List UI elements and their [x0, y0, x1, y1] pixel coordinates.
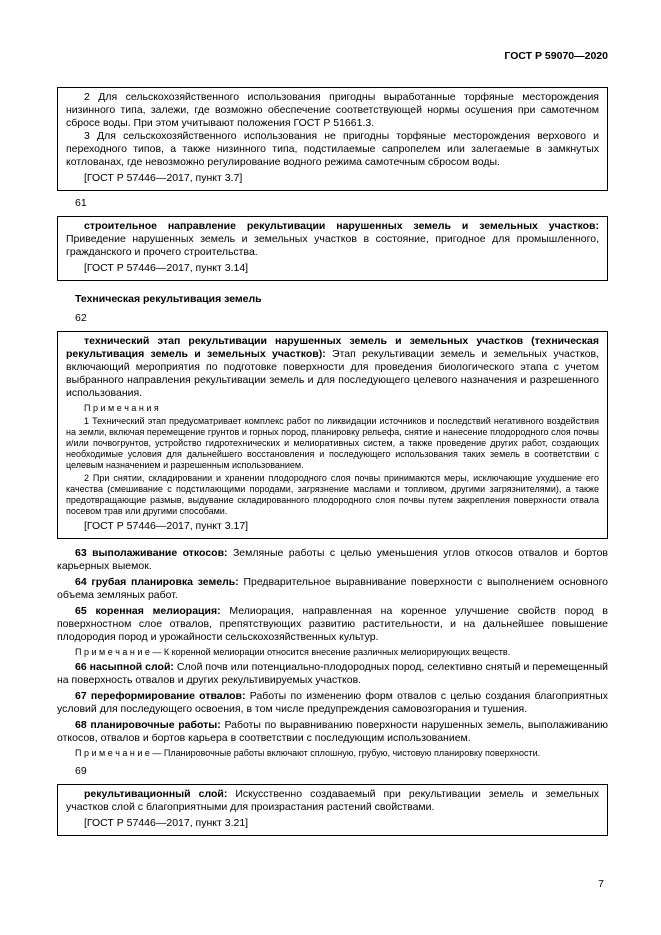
- term-66-definition: Слой почв или потенциально-плодородных пород, селективно снятый и перемещенный на поверхность отвалов и других рекультивируемых участков.: [57, 661, 608, 686]
- term-entry-66: [57, 661, 608, 687]
- term-68-definition: Работы по выравниванию поверхности нарушенных земель, выполаживанию откосов, отвалов и бортов карьера в соответствии с последующим использованием.: [57, 719, 609, 744]
- term-entry-64: [57, 576, 608, 602]
- entry62-note-2: 2 При снятии, складировании и хранении плодородного слоя почвы принимаются меры, исключающие ухудшение его качества (смешивание с подстилающими породами, загрязнение маслами и топливом, другими загрязнителями), а также предотвращающие размыв, выдувание складированного плодородного слоя почвы путем закрепления поверхности отвала посевом трав или другими способами.: [66, 473, 599, 516]
- term-67-lead: 67 переформирование отвалов:: [75, 690, 246, 702]
- framed-entry-69: [57, 784, 608, 836]
- entry62-paragraph: [66, 335, 599, 400]
- term-entry-63: [57, 547, 608, 573]
- term-68-lead: 68 планировочные работы:: [75, 719, 221, 731]
- section-heading: Техническая рекультивация земель: [75, 293, 262, 305]
- doc-code: ГОСТ Р 59070—2020: [504, 50, 608, 62]
- entry61-paragraph: [66, 220, 599, 259]
- entry62-number: 62: [75, 312, 87, 324]
- term-entry-68: [57, 719, 608, 745]
- term-63-lead: 63 выполаживание откосов:: [75, 547, 228, 559]
- framed-entry-61: [57, 216, 608, 281]
- term-64-definition: Предварительное выравнивание поверхности с выполнением основного объема земляных работ.: [57, 576, 609, 601]
- entry69-term: рекультивационный слой:: [84, 788, 228, 800]
- entry61-term: строительное направление рекультивации нарушенных земель и земельных участков:: [84, 220, 599, 232]
- entry69-paragraph: [66, 788, 599, 814]
- term-67-definition: Работы по изменению форм отвалов с целью создания благоприятных условий для последующего освоения, в том числе предупреждения самовозгорания и тушения.: [57, 690, 608, 715]
- entry62-note-1: 1 Технический этап предусматривает комплекс работ по ликвидации источников и последствий негативного воздействия на земли, включая перемещение грунтов и горных пород, планировку рельефа, снятие и нанесение плодородного слоя почвы и/или почвогрунтов, устройство гидротехнических и мелиоративных систем, а также проведение других работ, создающих необходимые условия для дальнейшего восстановления и последующего использования таких земель в соответствии с целевым назначением и разрешенным использованием.: [66, 416, 599, 470]
- term-64-lead: 64 грубая планировка земель:: [75, 576, 239, 588]
- term-65-note: П р и м е ч а н и е — К коренной мелиорации относится внесение различных мелиорирующих веществ.: [75, 647, 511, 657]
- entry61-number: 61: [75, 197, 87, 209]
- entry62-term: технический этап рекультивации нарушенных земель и земельных участков (техническая рекультивация земель и земельных участков):: [66, 335, 599, 360]
- term-65-lead: 65 коренная мелиорация:: [75, 605, 221, 617]
- framed-entry-60: [57, 87, 608, 191]
- entry69-definition: Искусственно создаваемый при рекультивации земель и земельных участков слой с благоприятными для произрастания растений свойствами.: [66, 788, 600, 813]
- term-entry-65: [57, 605, 608, 644]
- term-66-lead: 66 насыпной слой:: [75, 661, 174, 673]
- entry60-note3: 3 Для сельскохозяйственного использования не пригодны торфяные месторождения верхового и переходного типов, а также низинного типа, подстилаемые сапропелем или залегаемые в замкнутых котлованах, где невозможно регулирование водного режима самотечным сбросом воды.: [66, 130, 599, 168]
- entry62-definition: Этап рекультивации земель и земельных участков, включающий мероприятия по подготовке поверхности для проведения биологического этапа с учетом выбранного направления рекультивации земель и для последующего целевого назначения и разрешенного использования.: [66, 348, 599, 399]
- page-number: 7: [598, 878, 604, 890]
- entry60-note2: 2 Для сельскохозяйственного использования пригодны выработанные торфяные месторождения низинного типа, залежи, где возможно обеспечение соответствующей нормы осушения при самотечном сбросе воды. При этом учитывают положения ГОСТ Р 51661.3.: [66, 91, 599, 129]
- term-68-note: П р и м е ч а н и е — Планировочные работы включают сплошную, грубую, чистовую планировку поверхности.: [75, 748, 541, 758]
- page-header: [57, 50, 608, 63]
- term-65-definition: Мелиорация, направленная на коренное улучшение свойств пород в поверхностном слое отвалов, препятствующих развитию растительности, и на дальнейшее повышение плодородия пород и урожайности сельскохозяйственных культур.: [57, 605, 608, 643]
- page-footer: [598, 878, 604, 891]
- entry61-definition: Приведение нарушенных земель и земельных участков в состояние, пригодное для промышленного, гражданского и прочего строительства.: [66, 233, 599, 258]
- entry61-source-ref: [ГОСТ Р 57446—2017, пункт 3.14]: [84, 262, 249, 274]
- entry62-source-ref: [ГОСТ Р 57446—2017, пункт 3.17]: [84, 520, 249, 532]
- framed-entry-62: [57, 331, 608, 539]
- entry69-number: 69: [75, 765, 87, 777]
- entry69-source-ref: [ГОСТ Р 57446—2017, пункт 3.21]: [84, 817, 249, 829]
- term-63-definition: Земляные работы с целью уменьшения углов откосов отвалов и бортов карьерных выемок.: [57, 547, 609, 572]
- entry60-source-ref: [ГОСТ Р 57446—2017, пункт 3.7]: [84, 172, 243, 184]
- entry62-notes-label: П р и м е ч а н и я: [84, 403, 159, 413]
- term-entry-67: [57, 690, 608, 716]
